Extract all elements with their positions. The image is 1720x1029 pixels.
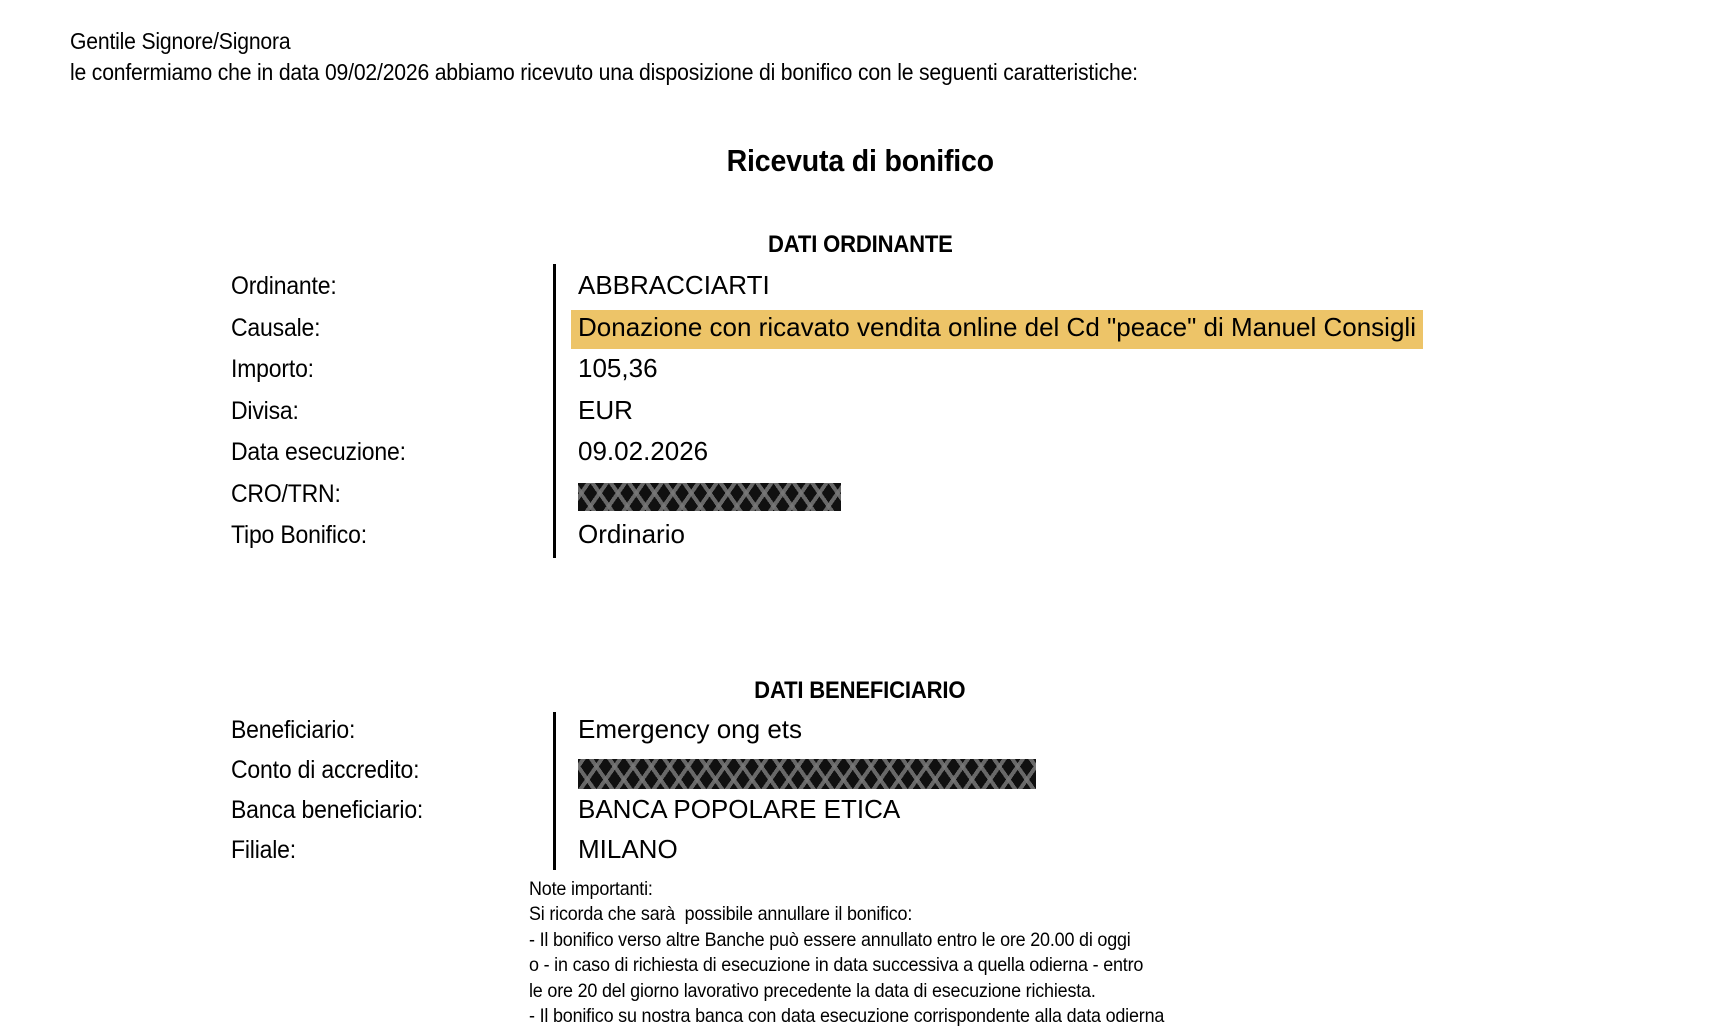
note-line-3: - Il bonifico verso altre Banche può essere annullato entro le ore 20.00 di oggi <box>529 928 1131 951</box>
field-label-banca-beneficiario: Banca beneficiario: <box>231 796 424 824</box>
redacted-value-cro-trn <box>578 483 841 511</box>
field-row-banca-beneficiario <box>231 796 1651 836</box>
field-label-filiale: Filiale: <box>231 836 297 864</box>
greeting-line-2: le confermiamo che in data 09/02/2026 abbiamo ricevuto una disposizione di bonifico con le seguenti caratteristiche: <box>70 59 1138 85</box>
field-row-divisa <box>231 394 1651 439</box>
field-value-tipo-bonifico: Ordinario <box>578 519 685 549</box>
note-line-2: Si ricorda che sarà possibile annullare il bonifico: <box>529 903 913 926</box>
note-line-4: o - in caso di richiesta di esecuzione in data successiva a quella odierna - entro <box>529 954 1144 977</box>
field-row-conto-accredito <box>231 756 1651 796</box>
field-label-beneficiario: Beneficiario: <box>231 716 356 744</box>
field-row-beneficiario <box>231 716 1651 756</box>
field-row-tipo-bonifico <box>231 521 1651 563</box>
field-label-divisa: Divisa: <box>231 396 299 425</box>
important-notes <box>529 877 1219 1029</box>
field-label-causale: Causale: <box>231 313 321 342</box>
note-line-5: le ore 20 del giorno lavorativo precedente la data di esecuzione richiesta. <box>529 979 1096 1002</box>
field-value-causale-highlighted: Donazione con ricavato vendita online del Cd "peace" di Manuel Consigli <box>571 310 1423 349</box>
greeting-line-1: Gentile Signore/Signora <box>70 28 291 54</box>
ordinante-fields <box>231 272 1651 564</box>
field-label-conto-accredito: Conto di accredito: <box>231 756 420 784</box>
page-title: Ricevuta di bonifico <box>726 143 994 178</box>
note-line-6-cutoff: - Il bonifico su nostra banca con data esecuzione corrispondente alla data odierna <box>529 1005 1165 1028</box>
field-row-data-esecuzione <box>231 438 1651 480</box>
field-row-importo <box>231 355 1651 397</box>
field-value-filiale: MILANO <box>578 834 678 864</box>
field-label-ordinante: Ordinante: <box>231 272 337 300</box>
field-value-beneficiario: Emergency ong ets <box>578 714 803 744</box>
redacted-value-conto-accredito <box>578 759 1036 789</box>
section-header-beneficiario: DATI BENEFICIARIO <box>754 677 966 704</box>
field-value-banca-beneficiario: BANCA POPOLARE ETICA <box>578 794 901 824</box>
field-row-filiale <box>231 836 1651 876</box>
field-row-cro-trn <box>231 480 1651 522</box>
field-label-data-esecuzione: Data esecuzione: <box>231 438 406 466</box>
note-line-1: Note importanti: <box>529 878 653 900</box>
field-label-tipo-bonifico: Tipo Bonifico: <box>231 521 367 549</box>
section-header-ordinante: DATI ORDINANTE <box>767 231 953 258</box>
field-row-causale <box>231 311 1651 356</box>
field-row-ordinante <box>231 272 1651 314</box>
field-value-ordinante: ABBRACCIARTI <box>578 270 770 300</box>
field-value-importo: 105,36 <box>578 353 658 383</box>
field-label-cro-trn: CRO/TRN: <box>231 479 341 508</box>
field-label-importo: Importo: <box>231 355 314 383</box>
field-value-data-esecuzione: 09.02.2026 <box>578 436 709 466</box>
beneficiario-fields <box>231 716 1651 876</box>
field-value-divisa: EUR <box>578 394 633 425</box>
